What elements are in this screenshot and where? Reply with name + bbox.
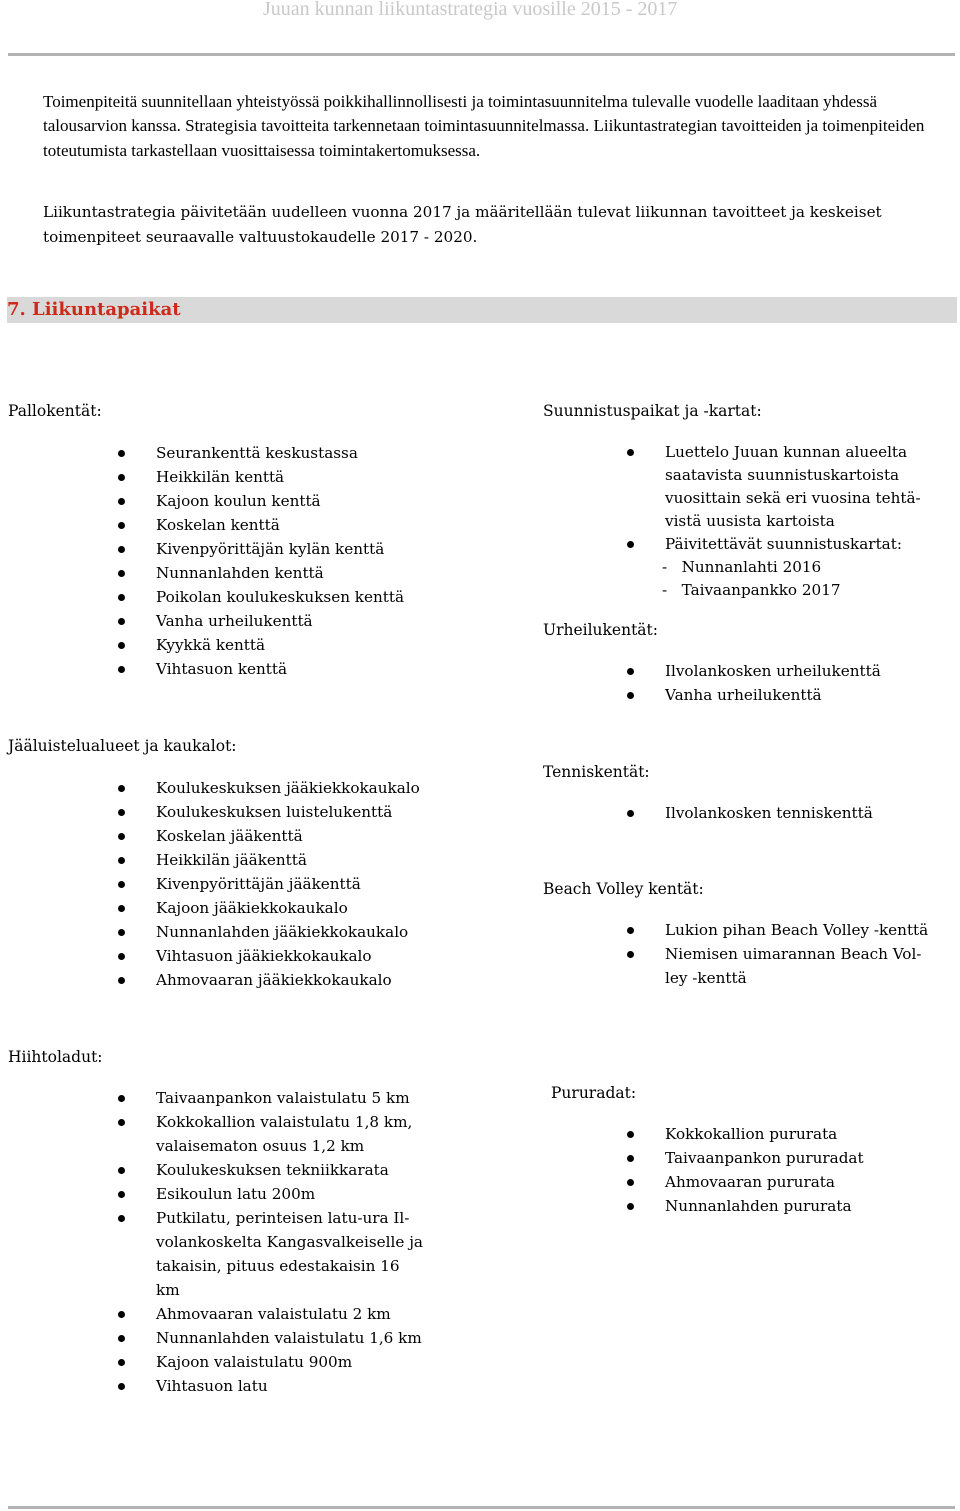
sub-list-item: - Nunnanlahti 2016 [662,558,822,576]
tennis-list [627,801,873,825]
list-item: Kivenpyörittäjän kylän kenttä [118,537,404,561]
list-item: Vihtasuon latu [118,1374,423,1398]
list-item: Esikoulun latu 200m [118,1182,423,1206]
bullet-icon [118,1191,125,1198]
list-item: Niemisen uimarannan Beach Vol- ley -kenttä [627,942,928,990]
bullet-icon [118,905,125,912]
urheilukentat-heading: Urheilukentät: [543,621,658,639]
list-item: Ilvolankosken urheilukenttä [627,659,881,683]
bullet-icon [118,1167,125,1174]
bullet-icon [118,474,125,481]
list-item: Nunnanlahden kenttä [118,561,404,585]
list-item: Kokkokallion pururata [627,1122,864,1146]
header-rule [8,53,955,56]
list-item: Seurankenttä keskustassa [118,441,404,465]
list-item: Koskelan kenttä [118,513,404,537]
list-item: Nunnanlahden jääkiekkokaukalo [118,920,420,944]
list-item: Ilvolankosken tenniskenttä [627,801,873,825]
bullet-icon [627,1179,634,1186]
list-item: Ahmovaaran jääkiekkokaukalo [118,968,420,992]
bullet-icon [118,570,125,577]
bullet-icon [118,450,125,457]
bullet-icon [118,642,125,649]
running-header: Juuan kunnan liikuntastrategia vuosille 2015 - 2017 [263,0,678,20]
bullet-icon [118,953,125,960]
bullet-icon [118,1119,125,1126]
urheilukentat-list [627,659,881,707]
list-item: Kyykkä kenttä [118,633,404,657]
bullet-icon [118,1383,125,1390]
list-item: Kokkokallion valaistulatu 1,8 km, valaisematon osuus 1,2 km [118,1110,423,1158]
hiihtoladut-list [118,1086,423,1398]
list-item: Heikkilän kenttä [118,465,404,489]
bullet-icon [118,1335,125,1342]
beach-volley-heading: Beach Volley kentät: [543,880,704,898]
bullet-icon [118,1311,125,1318]
list-item: Nunnanlahden valaistulatu 1,6 km [118,1326,423,1350]
jaaluistelu-heading: Jääluistelualueet ja kaukalot: [8,737,237,755]
bullet-icon [627,951,634,958]
bullet-icon [118,1215,125,1222]
list-item: Taivaanpankon valaistulatu 5 km [118,1086,423,1110]
list-item: Vanha urheilukenttä [118,609,404,633]
list-item: Lukion pihan Beach Volley -kenttä [627,918,928,942]
jaaluistelu-list [118,776,420,992]
pallokentat-list [118,441,404,681]
bullet-icon [118,666,125,673]
list-item: Kajoon valaistulatu 900m [118,1350,423,1374]
bullet-icon [118,1095,125,1102]
list-item: Vihtasuon jääkiekkokaukalo [118,944,420,968]
footer-rule [8,1506,955,1509]
list-item: Ahmovaaran pururata [627,1170,864,1194]
pallokentat-heading: Pallokentät: [8,402,102,420]
list-item: Koulukeskuksen jääkiekkokaukalo [118,776,420,800]
list-item: Taivaanpankon pururadat [627,1146,864,1170]
sub-list-item: - Taivaanpankko 2017 [662,581,841,599]
list-item: Vihtasuon kenttä [118,657,404,681]
pururadat-list [627,1122,864,1218]
bullet-icon [627,810,634,817]
tennis-heading: Tenniskentät: [543,763,650,781]
bullet-icon [118,881,125,888]
list-item: Päivitettävät suunnistuskartat: [627,533,921,556]
bullet-icon [118,498,125,505]
bullet-icon [118,546,125,553]
list-item: Putkilatu, perinteisen latu-ura Il- volankoskelta Kangasvalkeiselle ja takaisin, pituus edestakaisin 16 km [118,1206,423,1302]
bullet-icon [118,618,125,625]
list-item: Heikkilän jääkenttä [118,848,420,872]
intro-paragraph-2: Liikuntastrategia päivitetään uudelleen vuonna 2017 ja määritellään tulevat liikunnan tavoitteet ja keskeiset toimenpiteet seuraavalle valtuustokaudelle 2017 - 2020. [43,203,882,246]
bullet-icon [627,692,634,699]
bullet-icon [627,1131,634,1138]
list-item: Nunnanlahden pururata [627,1194,864,1218]
section-title: 7. Liikuntapaikat [7,299,181,320]
bullet-icon [627,1203,634,1210]
list-item: Kivenpyörittäjän jääkenttä [118,872,420,896]
bullet-icon [118,833,125,840]
suunnistus-heading: Suunnistuspaikat ja -kartat: [543,402,762,420]
hiihtoladut-heading: Hiihtoladut: [8,1048,103,1066]
bullet-icon [118,594,125,601]
bullet-icon [627,927,634,934]
bullet-icon [627,1155,634,1162]
bullet-icon [627,449,634,456]
list-item: Kajoon jääkiekkokaukalo [118,896,420,920]
bullet-icon [118,977,125,984]
list-item: Vanha urheilukenttä [627,683,881,707]
list-item: Ahmovaaran valaistulatu 2 km [118,1302,423,1326]
bullet-icon [118,785,125,792]
bullet-icon [118,929,125,936]
bullet-icon [118,522,125,529]
bullet-icon [627,668,634,675]
bullet-icon [118,1359,125,1366]
bullet-icon [118,809,125,816]
list-item: Luettelo Juuan kunnan alueelta saatavista suunnistuskartoista vuosittain sekä eri vuosina tehtä- vistä uusista kartoista [627,441,921,533]
beach-volley-list [627,918,928,990]
list-item: Koulukeskuksen tekniikkarata [118,1158,423,1182]
list-item: Poikolan koulukeskuksen kenttä [118,585,404,609]
intro-paragraph-1: Toimenpiteitä suunnitellaan yhteistyössä poikkihallinnollisesti ja toimintasuunnitelma tulevalle vuodelle laaditaan yhdessä talousarvion kanssa. Strategisia tavoitteita tarkennetaan toimintasuunnitelmassa. Liikuntastrategian tavoitteiden ja toimenpiteiden toteutumista tarkastellaan vuosittaisessa toimintakertomuksessa. [43,92,925,160]
list-item: Kajoon koulun kenttä [118,489,404,513]
pururadat-heading: Pururadat: [551,1084,637,1102]
bullet-icon [118,857,125,864]
list-item: Koskelan jääkenttä [118,824,420,848]
bullet-icon [627,541,634,548]
suunnistus-list [627,441,921,602]
list-item: Koulukeskuksen luistelukenttä [118,800,420,824]
